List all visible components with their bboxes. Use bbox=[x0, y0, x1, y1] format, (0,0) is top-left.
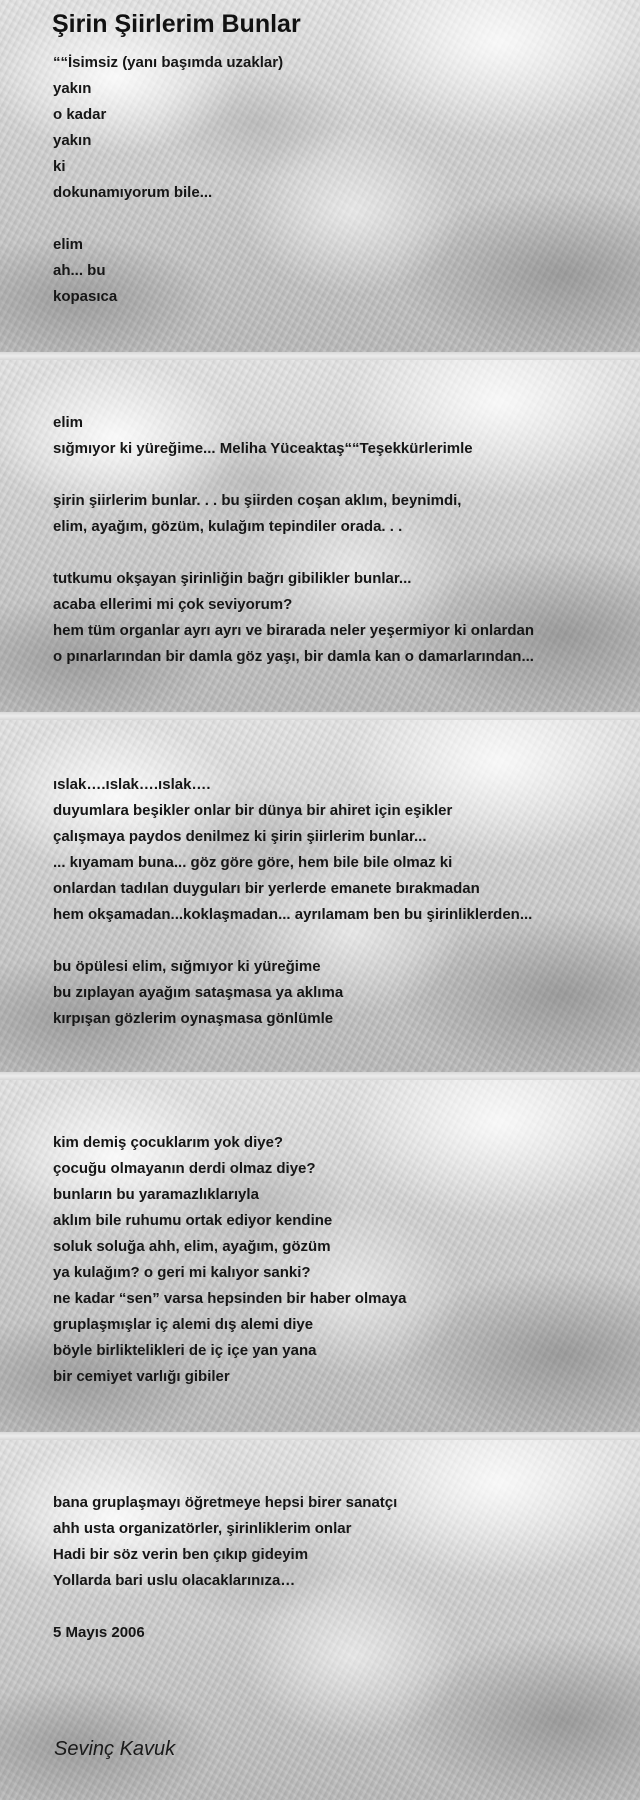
poem-line: Hadi bir söz verin ben çıkıp gideyim bbox=[53, 1546, 309, 1563]
poem-line: ah... bu bbox=[53, 262, 106, 279]
poem-line: ““İsimsiz (yanı başımda uzaklar) bbox=[53, 54, 284, 71]
poem-line: bunların bu yaramazlıklarıyla bbox=[53, 1186, 259, 1203]
poem-line: yakın bbox=[53, 80, 92, 97]
poem-line: ... kıyamam buna... göz göre göre, hem bile bile olmaz ki bbox=[53, 854, 453, 871]
poem-line: ıslak….ıslak….ıslak…. bbox=[53, 776, 211, 793]
poem-line bbox=[53, 206, 283, 232]
poem-line: elim bbox=[53, 414, 84, 431]
poem-line: elim bbox=[53, 236, 84, 253]
poem-line: o kadar bbox=[53, 106, 107, 123]
poem-line: kırpışan gözlerim oynaşmasa gönlümle bbox=[53, 1010, 334, 1027]
poem-line: duyumlara beşikler onlar bir dünya bir ahiret için eşikler bbox=[53, 802, 453, 819]
poem-line: tutkumu okşayan şirinliğin bağrı gibilikler bunlar... bbox=[53, 570, 412, 587]
poem-line bbox=[53, 540, 534, 566]
poem-date: 5 Mayıs 2006 bbox=[53, 1624, 145, 1641]
poem-line: sığmıyor ki yüreğime... Meliha Yüceaktaş““Teşekkürlerimle bbox=[53, 440, 473, 457]
panel-separator bbox=[0, 1432, 640, 1440]
panel-separator bbox=[0, 352, 640, 360]
poem-line: ne kadar “sen” varsa hepsinden bir haber olmaya bbox=[53, 1290, 407, 1307]
poem-line bbox=[53, 1594, 397, 1620]
poem-line: hem tüm organlar ayrı ayrı ve birarada neler yeşermiyor ki onlardan bbox=[53, 622, 535, 639]
poem-line: gruplaşmışlar iç alemi dış alemi diye bbox=[53, 1316, 314, 1333]
poem-line: bir cemiyet varlığı gibiler bbox=[53, 1368, 230, 1385]
poem-line: çalışmaya paydos denilmez ki şirin şiirlerim bunlar... bbox=[53, 828, 427, 845]
poem-stanza-2 bbox=[53, 410, 534, 670]
poem-line: dokunamıyorum bile... bbox=[53, 184, 213, 201]
poem-line: elim, ayağım, gözüm, kulağım tepindiler orada. . . bbox=[53, 518, 403, 535]
poem-line bbox=[53, 462, 534, 488]
poem-line: kim demiş çocuklarım yok diye? bbox=[53, 1134, 284, 1151]
poem-stanza-3 bbox=[53, 772, 532, 1032]
poem-line: bana gruplaşmayı öğretmeye hepsi birer sanatçı bbox=[53, 1494, 398, 1511]
poem-stanza-4 bbox=[53, 1130, 406, 1390]
poem-line: böyle birliktelikleri de iç içe yan yana bbox=[53, 1342, 317, 1359]
poem-line: çocuğu olmayanın derdi olmaz diye? bbox=[53, 1160, 316, 1177]
poem-line: kopasıca bbox=[53, 288, 118, 305]
poem-stanza-1 bbox=[53, 50, 283, 310]
poem-line: bu zıplayan ayağım sataşmasa ya aklıma bbox=[53, 984, 344, 1001]
panel-separator bbox=[0, 1072, 640, 1080]
poem-title: Şirin Şiirlerim Bunlar bbox=[52, 10, 301, 38]
poem-line: acaba ellerimi mi çok seviyorum? bbox=[53, 596, 293, 613]
poem-line bbox=[53, 928, 532, 954]
poem-line: ki bbox=[53, 158, 66, 175]
poem-author: Sevinç Kavuk bbox=[54, 1738, 176, 1760]
poem-line: ahh usta organizatörler, şirinliklerim onlar bbox=[53, 1520, 352, 1537]
poem-line: Yollarda bari uslu olacaklarınıza… bbox=[53, 1572, 296, 1589]
panel-separator bbox=[0, 712, 640, 720]
poem-line: yakın bbox=[53, 132, 92, 149]
poem-line: şirin şiirlerim bunlar. . . bu şiirden coşan aklım, beynimdi, bbox=[53, 492, 462, 509]
poem-line: hem okşamadan...koklaşmadan... ayrılamam ben bu şirinliklerden... bbox=[53, 906, 533, 923]
poem-line: bu öpülesi elim, sığmıyor ki yüreğime bbox=[53, 958, 321, 975]
poem-line: ya kulağım? o geri mi kalıyor sanki? bbox=[53, 1264, 311, 1281]
poem-line: onlardan tadılan duyguları bir yerlerde emanete bırakmadan bbox=[53, 880, 480, 897]
poem-line: soluk soluğa ahh, elim, ayağım, gözüm bbox=[53, 1238, 331, 1255]
poem-stanza-5 bbox=[53, 1490, 397, 1646]
poem-line: o pınarlarından bir damla göz yaşı, bir damla kan o damarlarından... bbox=[53, 648, 534, 665]
poem-line: aklım bile ruhumu ortak ediyor kendine bbox=[53, 1212, 333, 1229]
